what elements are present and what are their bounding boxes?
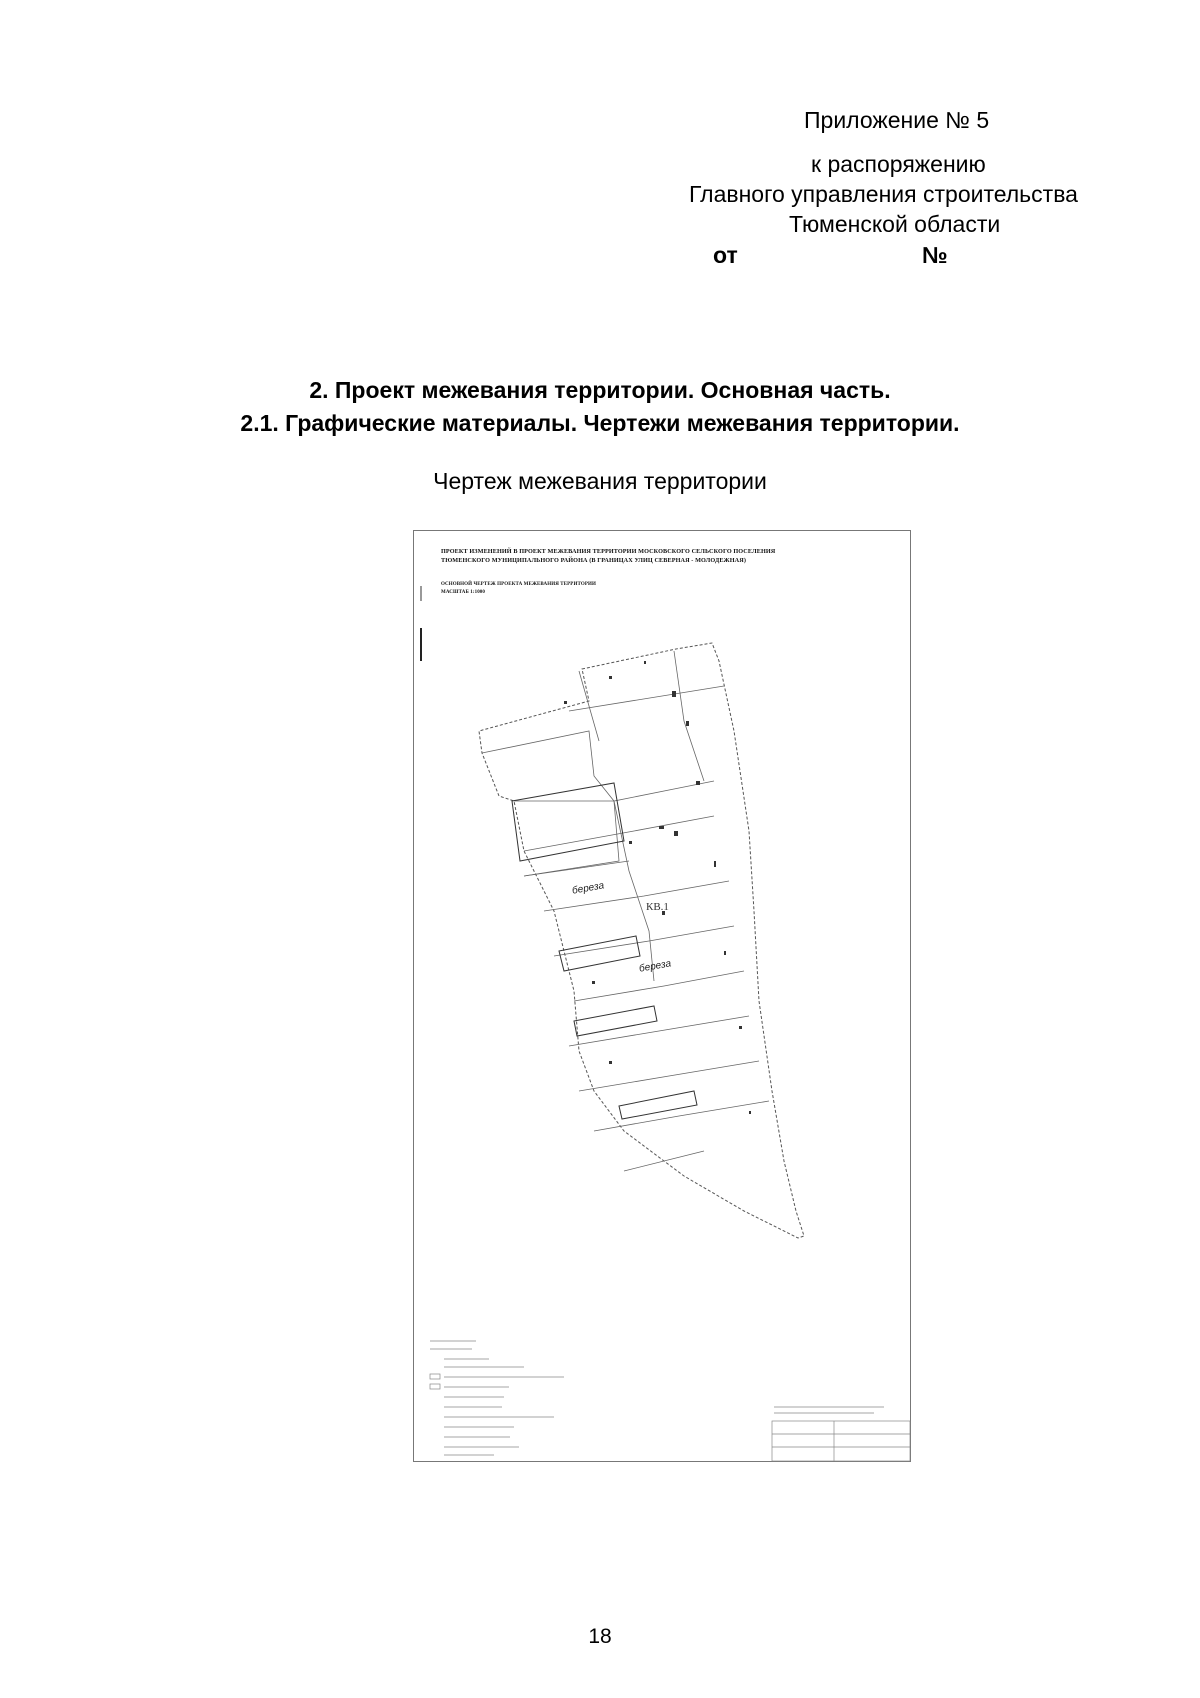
label-quarter: КВ.1 [646,901,669,913]
drawing-caption: Чертеж межевания территории [433,468,767,494]
annex-date-label: от [713,242,738,268]
annex-line-2: Главного управления строительства [689,181,1078,207]
land-survey-drawing [413,530,911,1462]
subsection-heading: 2.1. Графические материалы. Чертежи межевания территории. [240,410,960,436]
territory-boundary [479,643,804,1238]
annex-line-3: Тюменской области [789,211,1001,237]
drawing-title-line-2: ТЮМЕНСКОГО МУНИЦИПАЛЬНОГО РАЙОНА (В ГРАНИЦАХ УЛИЦ СЕВЕРНАЯ - МОЛОДЕЖНАЯ) [441,557,746,564]
annex-title: Приложение № 5 [804,107,990,133]
page-number: 18 [588,1625,612,1648]
label-bereza-2: береза [638,958,673,975]
drawing-subtitle-line-1: ОСНОВНОЙ ЧЕРТЕЖ ПРОЕКТА МЕЖЕВАНИЯ ТЕРРИТОРИИ [441,582,596,587]
annex-line-1: к распоряжению [811,151,986,177]
annex-number-label: № [922,242,948,268]
section-heading: 2. Проект межевания территории. Основная часть. [309,377,891,403]
drawing-title-line-1: ПРОЕКТ ИЗМЕНЕНИЙ В ПРОЕКТ МЕЖЕВАНИЯ ТЕРРИТОРИИ МОСКОВСКОГО СЕЛЬСКОГО ПОСЕЛЕНИЯ [441,548,776,555]
label-bereza-1: береза [571,880,606,897]
drawing-scale: МАСШТАБ 1:1000 [441,590,485,595]
survey-plan [414,531,912,1463]
